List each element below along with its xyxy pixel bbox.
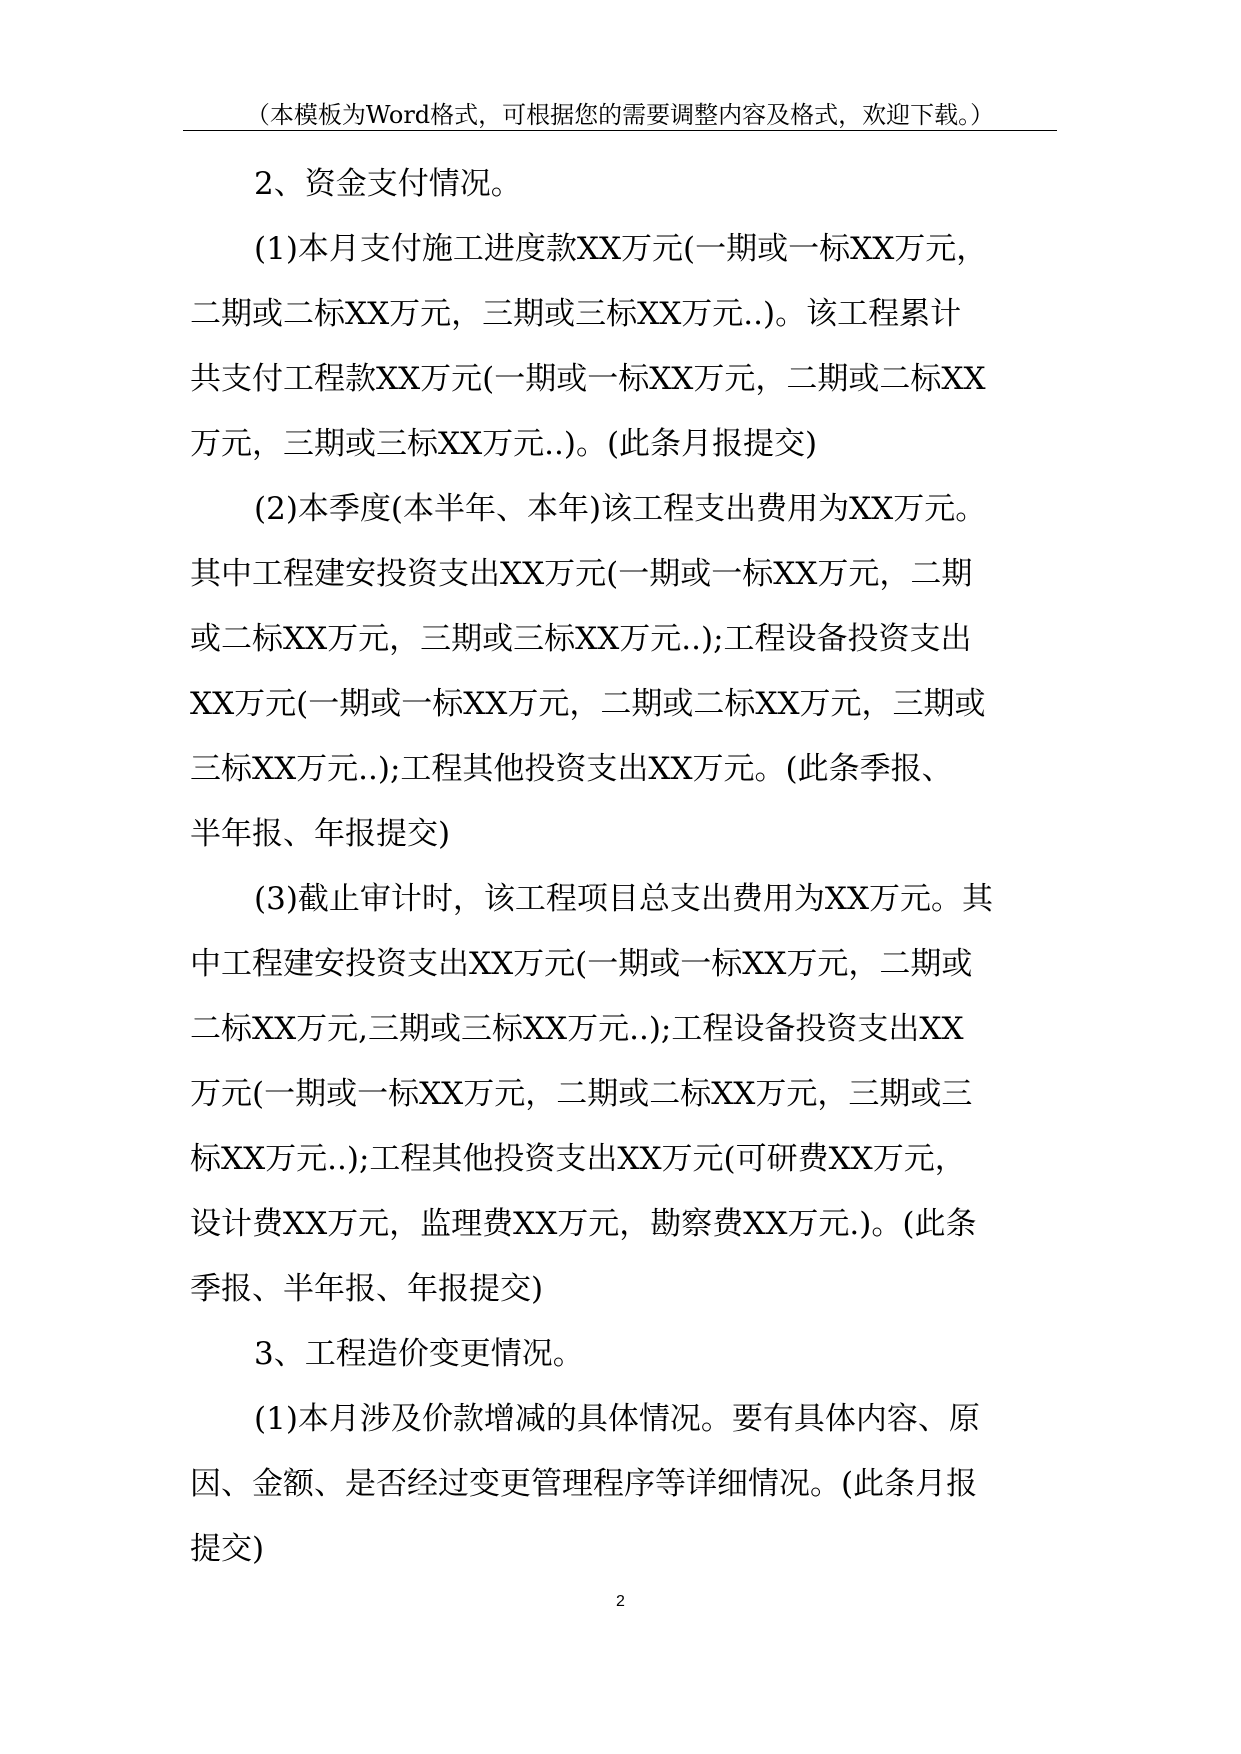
paragraph-line: 提交) <box>190 1531 265 1567</box>
paragraph-line: 其中工程建安投资支出XX万元(一期或一标XX万元，二期 <box>190 556 973 592</box>
paragraph-line: 设计费XX万元，监理费XX万元，勘察费XX万元.)。(此条 <box>190 1206 977 1242</box>
paragraph-line: 标XX万元..);工程其他投资支出XX万元(可研费XX万元， <box>190 1141 966 1177</box>
paragraph-line: (2)本季度(本半年、本年)该工程支出费用为XX万元。 <box>254 491 987 527</box>
paragraph-line: 因、金额、是否经过变更管理程序等详细情况。(此条月报 <box>190 1466 978 1502</box>
paragraph-line: (1)本月支付施工进度款XX万元(一期或一标XX万元， <box>254 231 988 267</box>
paragraph-line: 半年报、年报提交) <box>190 816 451 852</box>
paragraph-line: 或二标XX万元，三期或三标XX万元..);工程设备投资支出 <box>190 621 972 657</box>
page-header: （本模板为Word格式，可根据您的需要调整内容及格式，欢迎下载。） <box>245 101 995 129</box>
paragraph-line: 万元，三期或三标XX万元..)。(此条月报提交) <box>190 426 818 462</box>
paragraph-line: 二期或二标XX万元，三期或三标XX万元..)。该工程累计 <box>190 296 962 332</box>
paragraph-line: 中工程建安投资支出XX万元(一期或一标XX万元，二期或 <box>190 946 973 982</box>
section-heading-cost-change: 3、工程造价变更情况。 <box>254 1336 584 1372</box>
section-heading-fund-payment: 2、资金支付情况。 <box>254 166 522 202</box>
paragraph-line: (1)本月涉及价款增减的具体情况。要有具体内容、原 <box>254 1401 980 1437</box>
paragraph-line: 季报、半年报、年报提交) <box>190 1271 544 1307</box>
paragraph-line: 三标XX万元..);工程其他投资支出XX万元。(此条季报、 <box>190 751 953 787</box>
document-body <box>190 152 1070 1582</box>
paragraph-line: XX万元(一期或一标XX万元，二期或二标XX万元，三期或 <box>190 686 986 722</box>
paragraph-line: 二标XX万元,三期或三标XX万元..);工程设备投资支出XX <box>190 1011 964 1047</box>
page-number: 2 <box>616 1593 625 1610</box>
paragraph-line: 万元(一期或一标XX万元，二期或二标XX万元，三期或三 <box>190 1076 973 1112</box>
header-divider <box>183 130 1057 131</box>
paragraph-line: 共支付工程款XX万元(一期或一标XX万元，二期或二标XX <box>190 361 986 397</box>
paragraph-line: (3)截止审计时，该工程项目总支出费用为XX万元。其 <box>254 881 994 917</box>
